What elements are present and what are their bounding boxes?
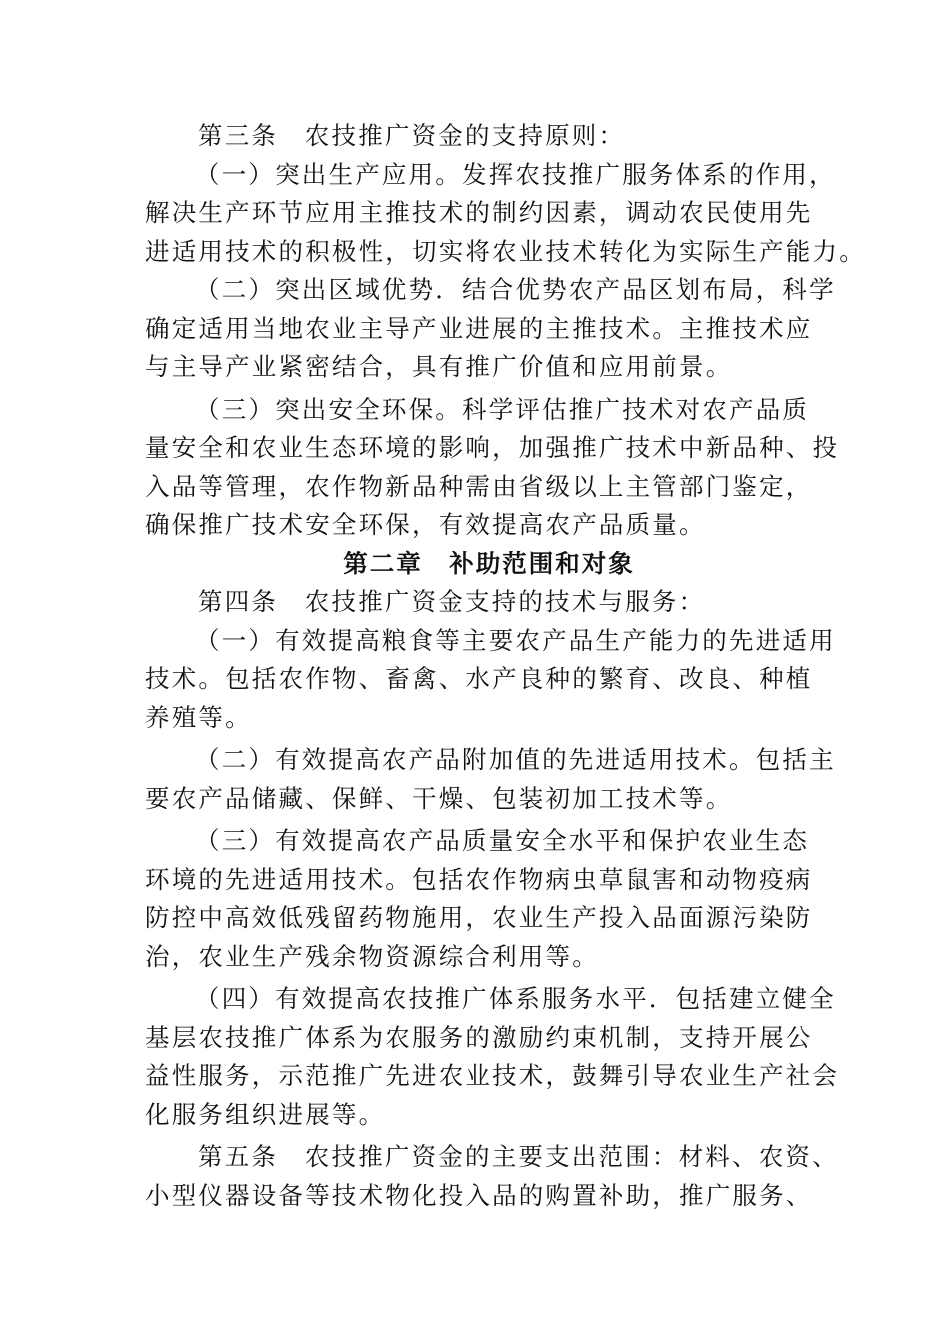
document-page [145,117,866,1215]
paragraph-line: 基层农技推广体系为农服务的激励约束机制，支持开展公 [145,1022,813,1052]
paragraph-line: （二）有效提高农产品附加值的先进适用技术。包括主 [195,745,836,774]
paragraph-line: 益性服务，示范推广先进农业技术，鼓舞引导农业生产社会 [145,1061,840,1090]
paragraph-line: 与主导产业紧密结合，具有推广价值和应用前景。 [145,352,733,381]
paragraph-line: （三）突出安全环保。科学评估推广技术对农产品质 [195,394,810,424]
paragraph-line: 化服务组织进展等。 [145,1099,386,1129]
paragraph-line: （一）突出生产应用。发挥农技推广服务体系的作用， [195,159,836,189]
paragraph-line: （三）有效提高农产品质量安全水平和保护农业生态 [195,826,810,855]
article-4-heading: 第四条 农技推广资金支持的技术与服务： [198,587,706,616]
paragraph-line: 入品等管理，农作物新品种需由省级以上主管部门鉴定， [145,471,813,501]
paragraph-line: 进适用技术的积极性，切实将农业技术转化为实际生产能力。 [145,236,866,266]
article-3-heading: 第三条 农技推广资金的支持原则： [198,121,626,150]
paragraph-line: （四）有效提高农技推广体系服务水平．包括建立健全 [195,984,836,1013]
paragraph-line: 环境的先进适用技术。包括农作物病虫草鼠害和动物疫病 [145,864,813,894]
paragraph-line: 防控中高效低残留药物施用，农业生产投入品面源污染防 [145,903,813,932]
paragraph-line: 治，农业生产残余物资源综合利用等。 [145,941,599,971]
paragraph-line: 小型仪器设备等技术物化投入品的购置补助，推广服务、 [145,1180,813,1210]
paragraph-line: 确定适用当地农业主导产业进展的主推技术。主推技术应 [145,313,813,343]
paragraph-line: 解决生产环节应用主推技术的制约因素，调动农民使用先 [145,198,813,227]
paragraph-line: 确保推广技术安全环保，有效提高农产品质量。 [145,510,706,539]
paragraph-line: 量安全和农业生态环境的影响，加强推广技术中新品种、投 [145,433,840,462]
paragraph-line: 养殖等。 [145,702,252,732]
paragraph-line: 要农产品储藏、保鲜、干燥、包装初加工技术等。 [145,783,733,813]
article-5-heading: 第五条 农技推广资金的主要支出范围：材料、农资、 [198,1142,839,1171]
paragraph-line: 技术。包括农作物、畜禽、水产良种的繁育、改良、种植 [145,664,813,693]
paragraph-line: （一）有效提高粮食等主要农产品生产能力的先进适用 [195,625,836,655]
chapter-2-heading: 第二章 补助范围和对象 [343,548,635,578]
paragraph-line: （二）突出区域优势．结合优势农产品区划布局，科学 [195,275,836,304]
